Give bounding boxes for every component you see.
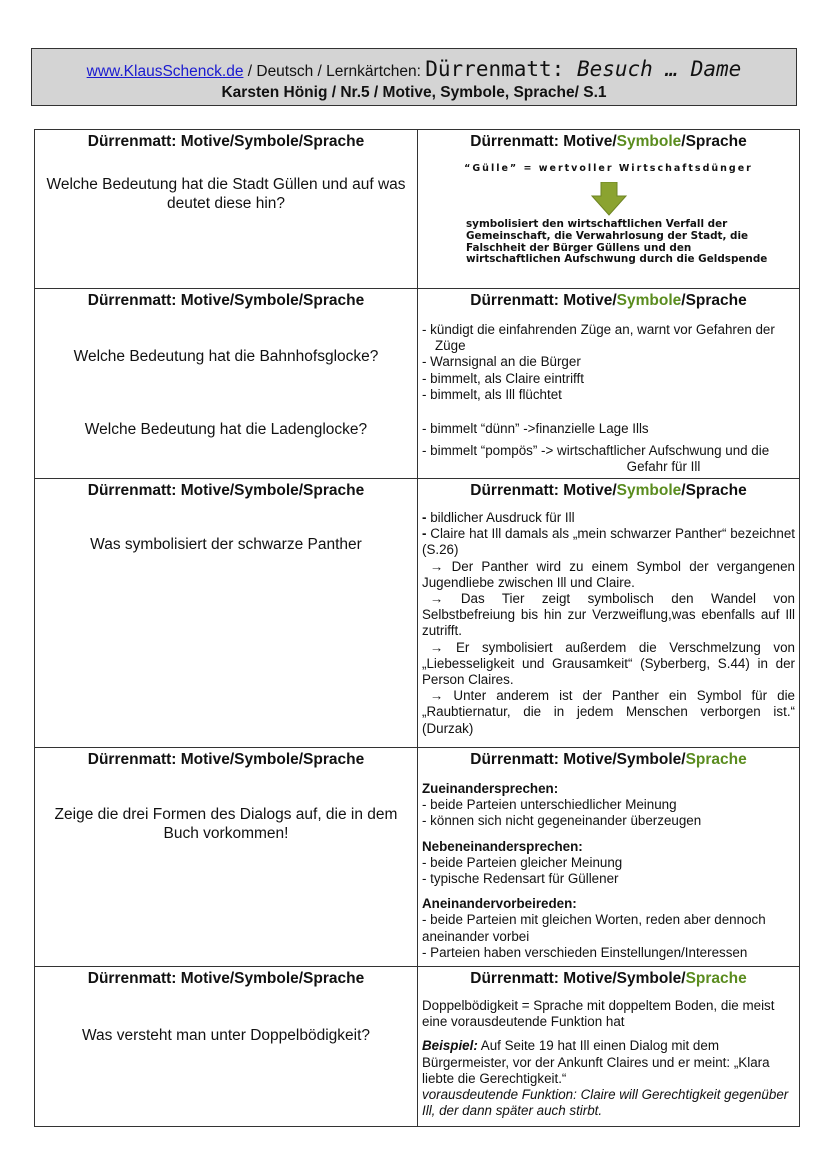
header-path: / Deutsch / Lernkärtchen: xyxy=(243,63,426,80)
list-item: → Der Panther wird zu einem Symbol der vergangenen Jugendliebe zwischen Ill und Claire. xyxy=(422,558,795,590)
card-row-1 xyxy=(35,130,800,289)
list-item: - bimmelt, als Claire eintrifft xyxy=(422,370,584,386)
header-line-1 xyxy=(32,58,796,83)
answer-card-4 xyxy=(418,748,800,967)
list-item: - bimmelt, als Ill flüchtet xyxy=(422,386,562,402)
answer-card-5 xyxy=(418,967,800,1127)
subheading: Nebeneinandersprechen: xyxy=(422,838,583,854)
question-card-2 xyxy=(35,289,418,479)
guelle-definition: “Gülle” = wertvoller Wirtschaftsdünger xyxy=(464,163,753,174)
list-item: Gefahr für Ill xyxy=(626,459,701,475)
card-title: Dürrenmatt: Motive/Symbole/Sprache xyxy=(87,482,365,499)
question-card-4 xyxy=(35,748,418,967)
list-item: → Unter anderem ist der Panther ein Symbol für die „Raubtiernatur, die in jedem Menschen verborgen ist.“ (Durzak) xyxy=(422,688,795,736)
list-item: - bildlicher Ausdruck für Ill xyxy=(422,510,575,525)
subheading: Zueinandersprechen: xyxy=(422,781,559,796)
question-text: Was symbolisiert der schwarze Panther xyxy=(90,536,362,553)
question-text: Welche Bedeutung hat die Bahnhofsglocke? xyxy=(73,348,379,365)
list-item: - beide Parteien gleicher Meinung xyxy=(422,854,623,870)
answer-card-1 xyxy=(418,130,800,289)
question-text: Welche Bedeutung hat die Ladenglocke? xyxy=(84,421,368,438)
subheading: Aneinandervorbeireden: xyxy=(422,896,577,912)
answer-text xyxy=(418,322,799,476)
card-row-4 xyxy=(35,748,800,967)
example: Beispiel: Auf Seite 19 hat Ill einen Dialog mit dem Bürgermeister, vor der Ankunft Claires und er meint: „Klara liebte die Gerechtigkeit.“ xyxy=(422,1038,770,1086)
card-title: Dürrenmatt: Motive/Symbole/Sprache xyxy=(470,482,747,499)
answer-card-3 xyxy=(418,479,800,748)
answer-text xyxy=(418,998,799,1119)
list-item: - kündigt die einfahrenden Züge an, warnt vor Gefahren der Züge xyxy=(422,322,775,354)
guelle-meaning: symbolisiert den wirtschaftlichen Verfall der Gemeinschaft, die Verwahrlosung der Stadt, die Falschheit der Bürger Güllens und den wirtschaftlichen Aufschwung durch die Geldspende xyxy=(466,218,768,266)
down-arrow-icon xyxy=(418,182,799,216)
question-text: Zeige die drei Formen des Dialogs auf, die in dem Buch vorkommen! xyxy=(54,806,398,842)
header-subtitle: Karsten Hönig / Nr.5 / Motive, Symbole, Sprache/ S.1 xyxy=(221,84,607,101)
list-item: - beide Parteien mit gleichen Worten, reden aber dennoch aneinander vorbei xyxy=(422,912,766,944)
card-title: Dürrenmatt: Motive/Symbole/Sprache xyxy=(470,751,747,768)
card-title: Dürrenmatt: Motive/Symbole/Sprache xyxy=(87,751,365,768)
card-title: Dürrenmatt: Motive/Symbole/Sprache xyxy=(470,133,747,150)
list-item: - bimmelt “dünn” ->finanzielle Lage Ills xyxy=(422,421,649,437)
question-card-5 xyxy=(35,967,418,1127)
card-title: Dürrenmatt: Motive/Symbole/Sprache xyxy=(87,970,365,987)
list-item: - Parteien haben verschieden Einstellungen/Interessen xyxy=(422,944,748,960)
question-card-1 xyxy=(35,130,418,289)
list-item: - Claire hat Ill damals als „mein schwarzer Panther“ bezeichnet (S.26) xyxy=(422,526,795,558)
list-item: - typische Redensart für Güllener xyxy=(422,871,619,887)
card-title: Dürrenmatt: Motive/Symbole/Sprache xyxy=(87,133,365,150)
card-title: Dürrenmatt: Motive/Symbole/Sprache xyxy=(470,970,747,987)
list-item: - beide Parteien unterschiedlicher Meinung xyxy=(422,797,677,813)
question-card-3 xyxy=(35,479,418,748)
card-row-2 xyxy=(35,289,800,479)
flashcard-table xyxy=(34,129,800,1127)
website-link[interactable]: www.KlausSchenck.de xyxy=(86,63,244,80)
list-item: - können sich nicht gegeneinander überzeugen xyxy=(422,813,702,829)
definition: Doppelbödigkeit = Sprache mit doppeltem Boden, die meist eine vorausdeutende Funktion hat xyxy=(422,998,775,1030)
answer-text xyxy=(418,781,799,961)
list-item: - Warnsignal an die Bürger xyxy=(422,354,581,370)
question-text: Welche Bedeutung hat die Stadt Güllen und auf was deutet diese hin? xyxy=(46,176,406,212)
card-title: Dürrenmatt: Motive/Symbole/Sprache xyxy=(87,292,365,309)
answer-text xyxy=(418,510,799,737)
question-text: Was versteht man unter Doppelbödigkeit? xyxy=(81,1027,371,1044)
list-item: - bimmelt “pompös” -> wirtschaftlicher Aufschwung und die xyxy=(422,443,770,459)
card-row-3 xyxy=(35,479,800,748)
answer-card-2 xyxy=(418,289,800,479)
card-row-5 xyxy=(35,967,800,1127)
page-header xyxy=(31,48,797,106)
list-item: → Das Tier zeigt symbolisch den Wandel von Selbstbefreiung bis hin zur Verzweiflung,was ebenfalls auf Ill zutrifft. xyxy=(422,591,795,639)
card-title: Dürrenmatt: Motive/Symbole/Sprache xyxy=(470,292,747,309)
header-title: Dürrenmatt: Besuch … Dame xyxy=(425,57,742,81)
function-note: vorausdeutende Funktion: Claire will Gerechtigkeit gegenüber Ill, der dann später auch stirbt. xyxy=(422,1087,789,1119)
list-item: → Er symbolisiert außerdem die Verschmelzung von „Liebesseligkeit und Grausamkeit“ (Syberberg, S.44) in der Person Claires. xyxy=(422,639,795,688)
